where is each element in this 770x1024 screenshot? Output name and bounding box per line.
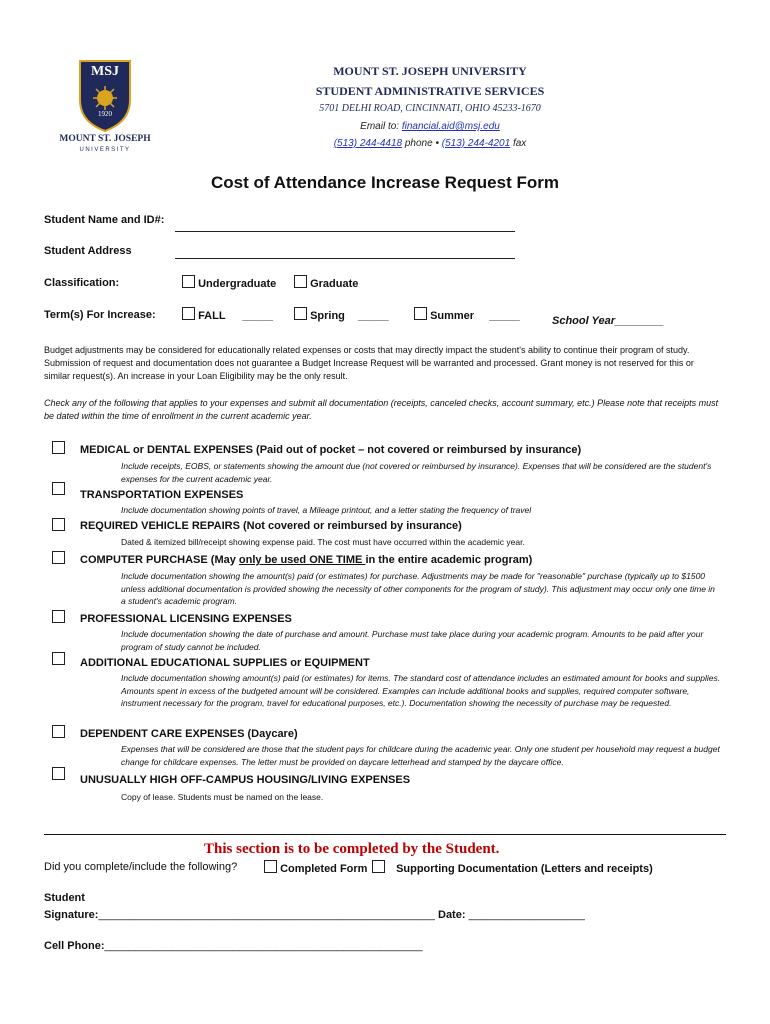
dependent-care-checkbox[interactable]: [52, 725, 65, 738]
computer-checkbox[interactable]: [52, 551, 65, 564]
crest-year: 1920: [98, 110, 112, 118]
undergraduate-option[interactable]: [182, 275, 276, 290]
completed-form-label: Completed Form: [280, 863, 368, 875]
licensing-checkbox[interactable]: [52, 610, 65, 623]
medical-title: MEDICAL or DENTAL EXPENSES (Paid out of pocket – not covered or reimbursed by insurance): [80, 444, 582, 456]
fall-blank[interactable]: _____: [242, 310, 274, 322]
medical-checkbox[interactable]: [52, 441, 65, 454]
student-label: Student: [44, 892, 85, 904]
vehicle-title: REQUIRED VEHICLE REPAIRS (Not covered or reimbursed by insurance): [80, 520, 462, 532]
housing-description: Copy of lease. Students must be named on the lease.: [121, 792, 324, 802]
computer-title-underlined: only be used ONE TIME: [238, 554, 366, 566]
fax-label: fax: [512, 138, 527, 149]
transportation-description: Include documentation showing points of travel, a Mileage printout, and a letter stating the frequency of travel: [121, 505, 532, 515]
phone-fax-line: [230, 138, 630, 149]
signature-label: Signature:: [44, 909, 99, 921]
graduate-checkbox[interactable]: [294, 275, 307, 288]
logo-name-line1: MOUNT ST. JOSEPH: [59, 134, 151, 144]
computer-description: Include documentation showing the amount(s) paid (or estimates) for purchase. Adjustments may be made for "reasonable" purchase (typically up to $1500 unless additional documentation is provided showing the necessity of other components for the program of study). This adjustment may occur only one time in a student's academic program.: [121, 571, 715, 606]
date-row: [438, 909, 585, 921]
email-line: [230, 121, 630, 132]
medical-description: Include receipts, EOBS, or statements showing the amount due (not covered or reimbursed by insurance). Expenses that will be considered are the student's expenses for the current academic year.: [121, 461, 712, 484]
completion-question: Did you complete/include the following?: [44, 861, 238, 873]
licensing-title: PROFESSIONAL LICENSING EXPENSES: [80, 613, 292, 625]
computer-title-post: in the entire academic program): [365, 554, 533, 566]
student-name-field[interactable]: [175, 218, 515, 232]
logo-name-line2: UNIVERSITY: [79, 147, 131, 153]
date-field[interactable]: ___________________: [468, 909, 585, 921]
supplies-description: Include documentation showing amount(s) paid (or estimates) for items. The standard cost of attendance includes an estimated amount for books and supplies. Amounts spent in excess of the budgeted amount will be considered. Examples can include additional books and supplies, required computer software, instrument necessary for the program, travel for educational purposes, etc.). Documentation showing the necessity of purchase may be requested.: [121, 673, 721, 708]
supporting-docs-label: Supporting Documentation (Letters and receipts): [396, 863, 653, 875]
computer-title-pre: COMPUTER PURCHASE (May: [80, 554, 239, 566]
fall-option[interactable]: [182, 307, 273, 322]
student-section-title: This section is to be completed by the Student.: [204, 841, 500, 857]
student-name-label: Student Name and ID#:: [44, 214, 165, 226]
housing-title: UNUSUALLY HIGH OFF-CAMPUS HOUSING/LIVING EXPENSES: [80, 774, 411, 786]
terms-label: Term(s) For Increase:: [44, 309, 156, 321]
supplies-checkbox[interactable]: [52, 652, 65, 665]
transportation-checkbox[interactable]: [52, 482, 65, 495]
office-name: STUDENT ADMINISTRATIVE SERVICES: [315, 84, 545, 98]
email-link[interactable]: financial.aid@msj.edu: [401, 121, 500, 132]
cell-phone-field[interactable]: ____________________________________________________: [104, 940, 423, 952]
office-address: 5701 DELHI ROAD, CINCINNATI, OHIO 45233-1670: [319, 103, 541, 114]
computer-title: [80, 554, 720, 566]
supplies-title: ADDITIONAL EDUCATIONAL SUPPLIES or EQUIPMENT: [80, 657, 370, 669]
transportation-title: TRANSPORTATION EXPENSES: [80, 489, 244, 501]
student-address-label: Student Address: [44, 245, 132, 257]
dependent-care-title: DEPENDENT CARE EXPENSES (Daycare): [80, 728, 298, 740]
fax-link[interactable]: (513) 244-4201: [441, 138, 511, 149]
completed-form-option[interactable]: [264, 860, 367, 875]
university-name: MOUNT ST. JOSEPH UNIVERSITY: [333, 64, 527, 78]
email-label: Email to:: [360, 121, 400, 132]
date-label: Date:: [438, 909, 466, 921]
cell-phone-label: Cell Phone:: [44, 940, 105, 952]
classification-label: Classification:: [44, 277, 120, 289]
graduate-label: Graduate: [310, 278, 359, 290]
summer-checkbox[interactable]: [414, 307, 427, 320]
intro-paragraph: Budget adjustments may be considered for educationally related expenses or costs that may directly impact the student's ability to continue their program of study. Submission of request and documentation does not guarantee a Budget Increase Request will be warranted and processed. Grant money is not reserved for this or similar request(s). An increase in your Loan Eligibility may be the only result.: [44, 345, 694, 381]
instructions-paragraph: Check any of the following that applies to your expenses and submit all documentation (receipts, canceled checks, account summary, etc.) Please note that receipts must be dated within the time of enrollment in the current academic year.: [44, 398, 719, 421]
summer-label: Summer: [430, 310, 475, 322]
licensing-description: Include documentation showing the date of purchase and amount. Purchase must take place during your academic program. Amounts to be paid after your program of study cannot be included.: [121, 629, 704, 652]
spring-blank[interactable]: _____: [357, 310, 389, 322]
spring-checkbox[interactable]: [294, 307, 307, 320]
university-logo: [50, 60, 160, 160]
cell-phone-row: [44, 940, 423, 952]
bullet-separator: •: [435, 138, 439, 149]
form-title: Cost of Attendance Increase Request Form: [211, 173, 559, 192]
supporting-docs-option[interactable]: [372, 860, 653, 875]
supporting-docs-checkbox[interactable]: [372, 860, 385, 873]
fall-checkbox[interactable]: [182, 307, 195, 320]
summer-blank[interactable]: _____: [489, 310, 520, 322]
completed-form-checkbox[interactable]: [264, 860, 277, 873]
undergraduate-label: Undergraduate: [198, 278, 277, 290]
housing-checkbox[interactable]: [52, 767, 65, 780]
section-divider: [44, 834, 726, 835]
student-address-field[interactable]: [175, 245, 515, 259]
signature-field[interactable]: _______________________________________________________: [98, 909, 435, 921]
undergraduate-checkbox[interactable]: [182, 275, 195, 288]
signature-row: [44, 909, 435, 921]
dependent-care-description: Expenses that will be considered are those that the student pays for childcare during the academic year. Only one student per household may request a budget change for childcare expenses. The letter must be provided on daycare letterhead and stamped by the daycare office.: [121, 744, 720, 767]
school-year-field[interactable]: School Year________: [552, 315, 664, 327]
graduate-option[interactable]: [294, 275, 358, 290]
phone-label: phone: [404, 138, 433, 149]
vehicle-description: Dated & itemized bill/receipt showing expense paid. The cost must have occurred within the academic year.: [121, 537, 525, 547]
summer-option[interactable]: [414, 307, 520, 322]
phone-link[interactable]: (513) 244-4418: [333, 138, 403, 149]
crest-text: MSJ: [91, 64, 119, 79]
spring-option[interactable]: [294, 307, 389, 322]
vehicle-checkbox[interactable]: [52, 518, 65, 531]
spring-label: Spring: [310, 310, 345, 322]
fall-label: FALL: [198, 310, 226, 322]
